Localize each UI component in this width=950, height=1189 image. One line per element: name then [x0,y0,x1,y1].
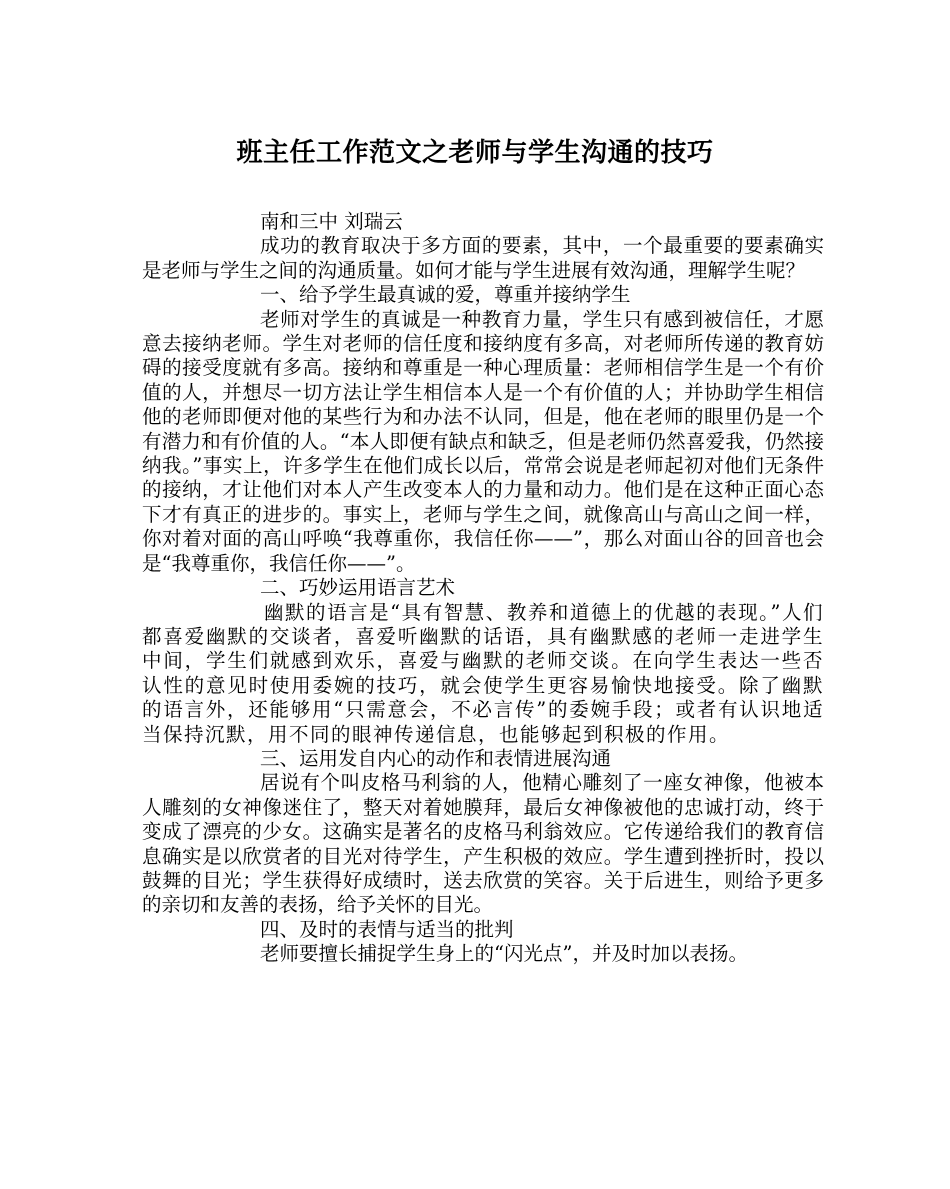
section-heading-1: 一、给予学生最真诚的爱，尊重并接纳学生 [260,283,631,307]
document-title: 班主任工作范文之老师与学生沟通的技巧 [236,138,714,168]
paragraph-section-3: 居说有个叫皮格马利翁的人，他精心雕刻了一座女神像，他被本人雕刻的女神像迷住了，整天对着她膜拜，最后女神像被他的忠诚打动，终于变成了漂亮的少女。这确实是著名的皮格马利翁效应。它传递给我们的教育信息确实是以欣赏者的目光对待学生，产生积极的效应。学生遭到挫折时，投以鼓舞的目光；学生获得好成绩时，送去欣赏的笑容。关于后进生，则给予更多的亲切和友善的表扬，给予关怀的目光。 [142,771,824,917]
section-heading-4: 四、及时的表情与适当的批判 [260,917,514,941]
paragraph-section-2: 幽默的语言是“具有智慧、教养和道德上的优越的表现。”人们都喜爱幽默的交谈者，喜爱听幽默的话语，具有幽默感的老师一走进学生中间，学生们就感到欢乐，喜爱与幽默的老师交谈。在向学生表达一些否认性的意见时使用委婉的技巧，就会使学生更容易愉快地接受。除了幽默的语言外，还能够用“只需意会，不必言传”的委婉手段；或者有认识地适当保持沉默，用不同的眼神传递信息，也能够起到积极的作用。 [142,600,824,746]
paragraph-section-4: 老师要擅长捕捉学生身上的“闪光点”，并及时加以表扬。 [260,942,748,966]
section-heading-3: 三、运用发自内心的动作和表情进展沟通 [260,746,612,770]
author-line: 南和三中 刘瑞云 [260,210,403,233]
paragraph-intro: 成功的教育取决于多方面的要素，其中，一个最重要的要素确实是老师与学生之间的沟通质量。如何才能与学生进展有效沟通，理解学生呢？ [142,234,824,282]
section-heading-2: 二、巧妙运用语言艺术 [260,576,456,600]
document-body [142,210,824,967]
paragraph-section-1: 老师对学生的真诚是一种教育力量，学生只有感到被信任，才愿意去接纳老师。学生对老师的信任度和接纳度有多高，对老师所传递的教育妨碍的接受度就有多高。接纳和尊重是一种心理质量：老师相信学生是一个有价值的人，并想尽一切方法让学生相信本人是一个有价值的人；并协助学生相信他的老师即便对他的某些行为和办法不认同，但是，他在老师的眼里仍是一个有潜力和有价值的人。“本人即便有缺点和缺乏，但是老师仍然喜爱我，仍然接纳我。”事实上，许多学生在他们成长以后，常常会说是老师起初对他们无条件的接纳，才让他们对本人产生改变本人的力量和动力。他们是在这种正面心态下才有真正的进步的。事实上，老师与学生之间，就像高山与高山之间一样，你对着对面的高山呼唤“我尊重你，我信任你——”，那么对面山谷的回音也会是“我尊重你，我信任你——”。 [142,307,824,575]
